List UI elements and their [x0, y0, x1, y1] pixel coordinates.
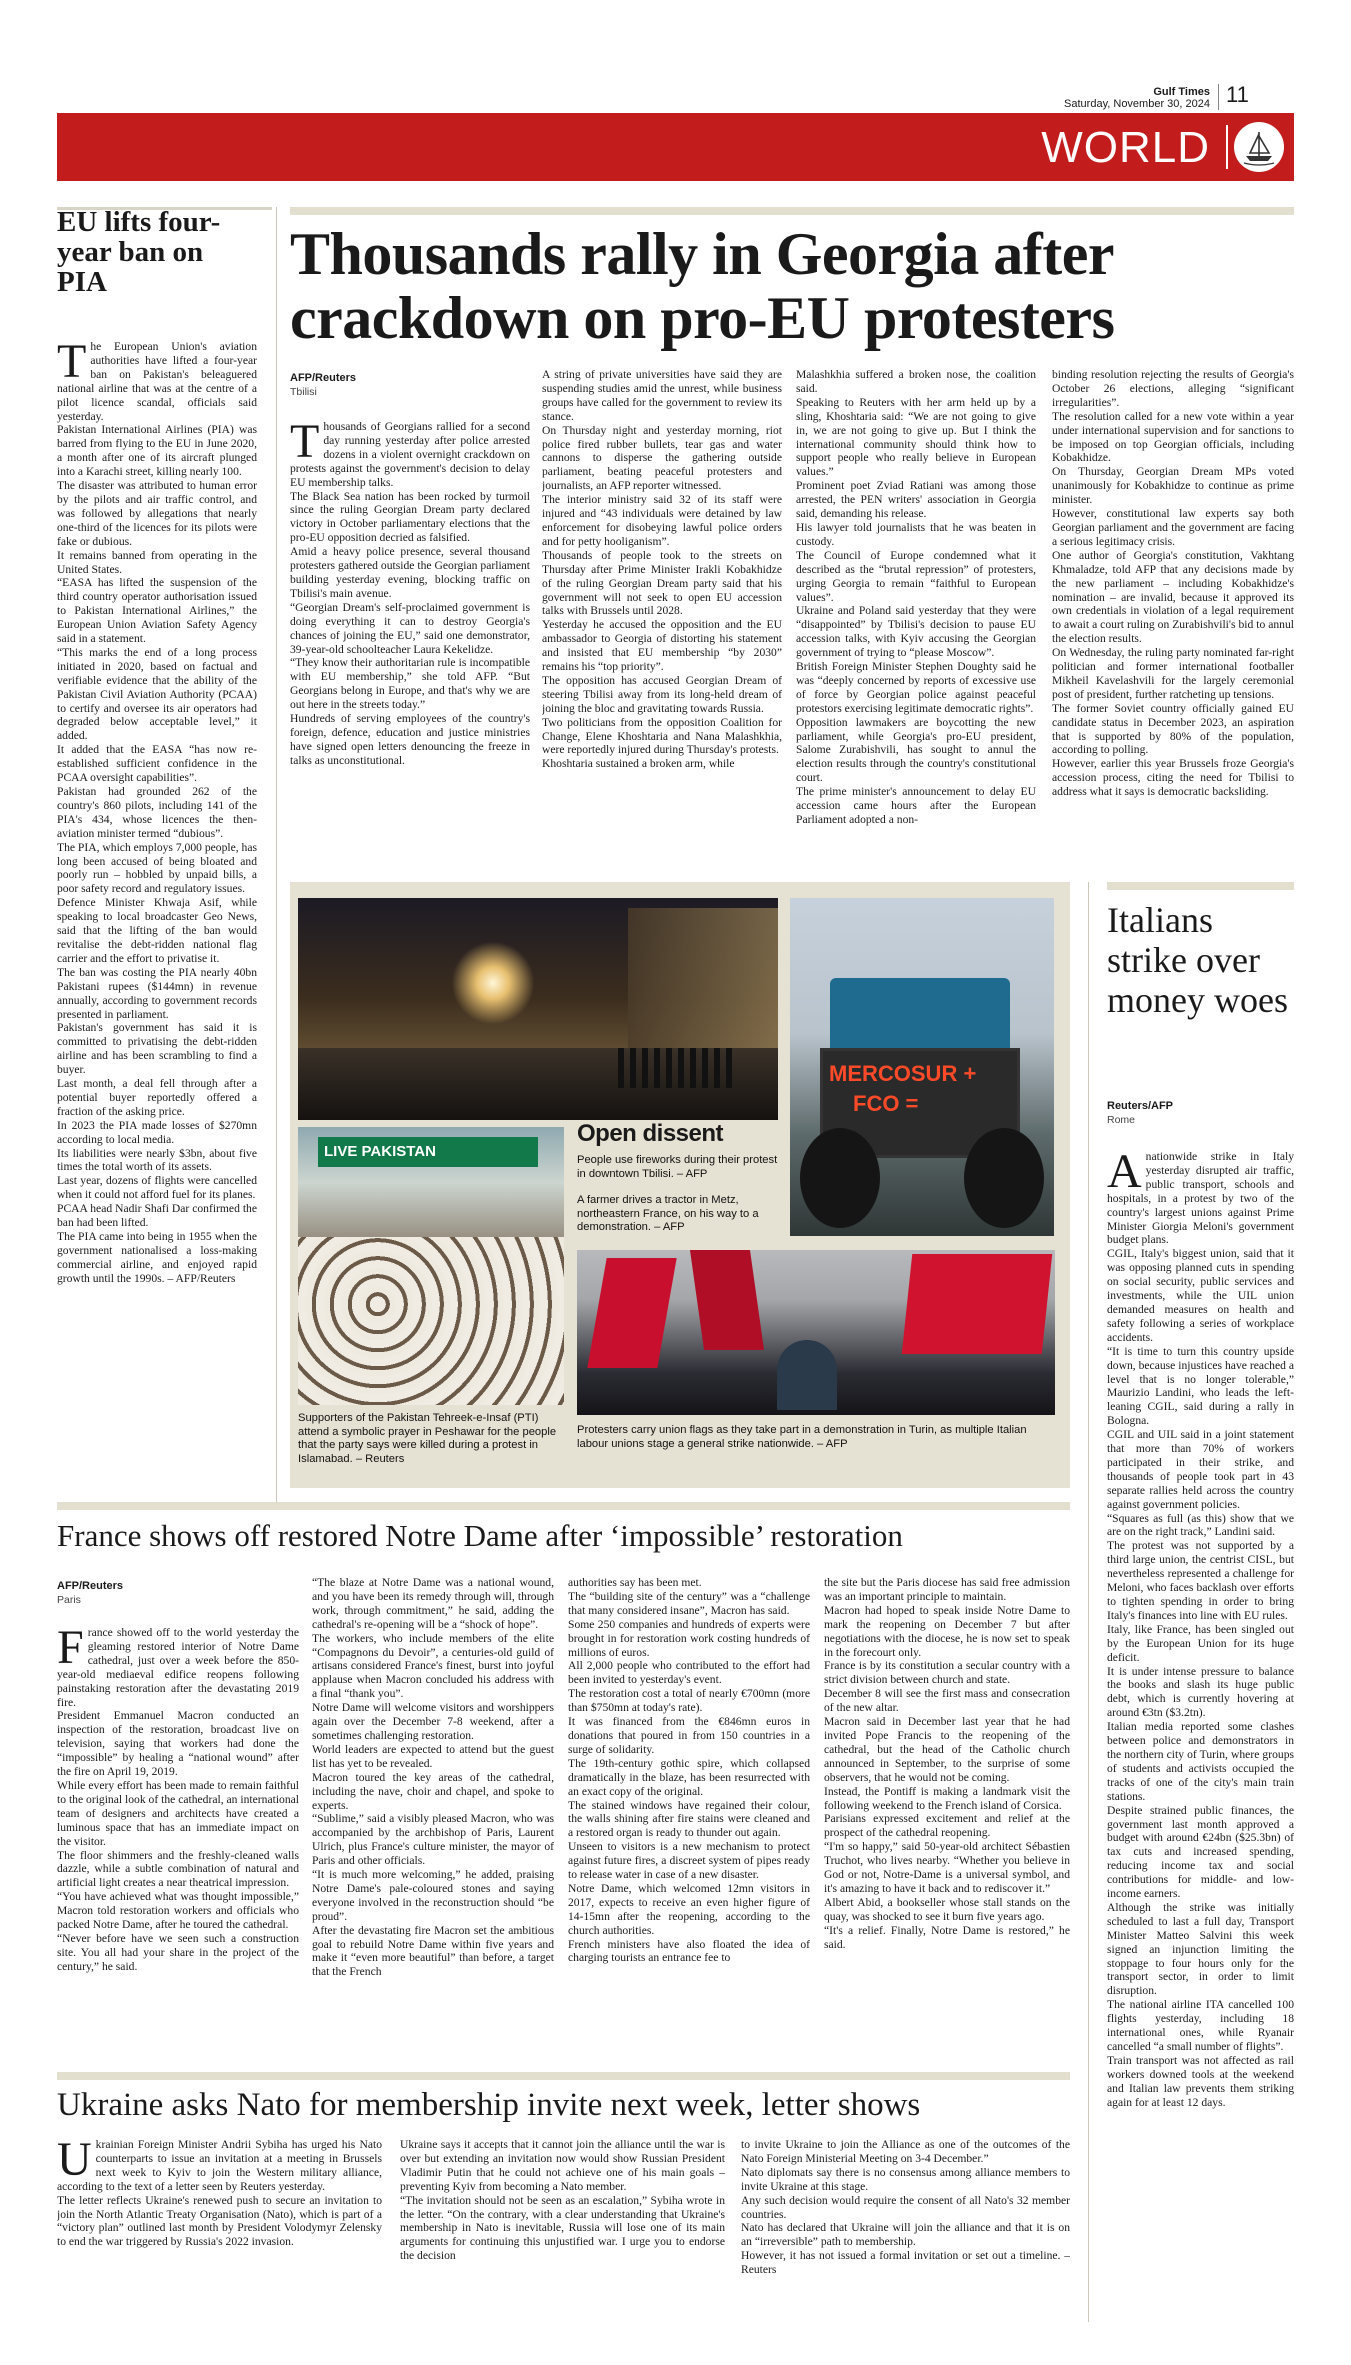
notre-dame-paragraph: All 2,000 people who contributed to the effort had been invited to yesterday's event.	[568, 1659, 810, 1687]
ukraine-paragraph: to invite Ukraine to join the Alliance as one of the outcomes of the Nato Foreign Ministerial Meeting on 3-4 December.”	[741, 2138, 1070, 2165]
notre-dame-paragraph: The restoration cost a total of nearly €700mn (more than $750mn at today's rate).	[568, 1687, 810, 1715]
caption-pti: Supporters of the Pakistan Tehreek-e-Insaf (PTI) attend a symbolic prayer in Peshawar for the people that the party says were killed during a protest in Islamabad. – Reuters	[298, 1412, 557, 1465]
georgia-paragraph: A string of private universities have said they are suspending studies amid the unrest, while business groups have called for the government to review its stance.	[542, 368, 782, 423]
georgia-paragraph: British Foreign Minister Stephen Doughty said he was “deeply concerned by reports of excessive use of force by Georgian police against peaceful protestors exercising legitimate democratic rights”.	[796, 660, 1036, 715]
notre-dame-paragraph: Macron said in December last year that he had invited Pope Francis to the reopening of the cathedral, but the head of the Catholic church announced in September, to the surprise of some observers, that he would not be coming.	[824, 1715, 1070, 1784]
georgia-paragraph: The prime minister's announcement to delay EU accession came hours after the European Parliament adopted a non-	[796, 785, 1036, 826]
ukraine-paragraph: Nato has declared that Ukraine will join the alliance and that it is on an “irreversible” path to membership.	[741, 2221, 1070, 2249]
notre-dame-paragraph: the site but the Paris diocese has said free admission was an important principle to maintain.	[824, 1576, 1070, 1603]
italy-paragraph: Anationwide strike in Italy yesterday disrupted air traffic, public transport, schools and hospitals, in a protest by two of the country's largest unions against Prime Minister Giorgia Meloni's government budget plans.	[1107, 1150, 1294, 1247]
georgia-paragraph: His lawyer told journalists that he was beaten in custody.	[796, 520, 1036, 548]
georgia-paragraph: However, earlier this year Brussels froze Georgia's accession process, citing the need for Tbilisi to address what it says is democratic backsliding.	[1052, 757, 1294, 799]
georgia-byline: AFP/Reuters	[290, 372, 357, 384]
italy-paragraph: “Squares as full (as this) show that we are on the right track,” Landini said.	[1107, 1511, 1294, 1539]
italy-headline: Italians strike over money woes	[1107, 900, 1288, 1020]
notre-dame-paragraph: After the devastating fire Macron set the ambitious goal to rebuild Notre Dame within five years and make it “even more beautiful” than before, a target that the French	[312, 1923, 554, 1979]
pia-paragraph: Last year, dozens of flights were cancelled when it could not afford fuel for its planes.	[57, 1174, 257, 1202]
pia-paragraph: In 2023 the PIA made losses of $270mn according to local media.	[57, 1118, 257, 1146]
georgia-paragraph: Speaking to Reuters with her arm held up by a sling, Khoshtaria said: “We are not going to give in, we are not going to give up. But I think the international community should think how to support people who really believe in European values.”	[796, 395, 1036, 479]
pia-paragraph: The ban was costing the PIA nearly 40bn Pakistani rupees ($144mn) in revenue annually, according to government records presented in parliament.	[57, 965, 257, 1021]
notre-dame-paragraph: Some 250 companies and hundreds of experts were brought in for restoration work costing hundreds of millions of euros.	[568, 1617, 810, 1659]
italy-paragraph: Italian media reported some clashes between police and demonstrators in the northern city of Turin, where groups of students and activists occupied the tracks of one of the city's main train stations.	[1107, 1720, 1294, 1803]
georgia-paragraph: binding resolution rejecting the results of Georgia's October 26 elections, alleging “significant irregularities”.	[1052, 368, 1294, 409]
georgia-paragraph: “Georgian Dream's self-proclaimed government is doing everything it can to destroy Georgia's chances of joining the EU,” said one demonstrator, 39-year-old schoolteacher Laura Kekelidze.	[290, 600, 530, 656]
turin-flags-photo	[577, 1250, 1055, 1415]
italy-paragraph: Italy, like France, has been singled out by the European Union for its huge deficit.	[1107, 1622, 1294, 1664]
notre-dame-paragraph: “I'm so happy,” said 50-year-old architect Sébastien Truchot, who lives nearby. “Whether you believe in God or not, Notre-Dame is a universal symbol, and it's amazing to have it back and to rediscover it.”	[824, 1840, 1070, 1895]
italy-paragraph: It is under intense pressure to balance the books and slash its huge public debt, which is currently hovering at around €3tn ($3.2tn).	[1107, 1664, 1294, 1720]
georgia-paragraph: Thousands of people took to the streets on Thursday after Prime Minister Irakli Kobakhidze of the ruling Georgian Dream party said that his government will not seek to open EU accession talks with Brussels until 2028.	[542, 548, 782, 618]
georgia-col-2	[542, 368, 782, 870]
ukraine-paragraph: Nato diplomats say there is no consensus among alliance members to invite Ukraine at this stage.	[741, 2165, 1070, 2193]
georgia-paragraph: Amid a heavy police presence, several thousand protesters gathered outside the Georgian parliament building yesterday evening, blocking traffic on Tbilisi's main avenue.	[290, 545, 530, 600]
caption-fireworks: People use fireworks during their protest in downtown Tbilisi. – AFP	[577, 1154, 778, 1180]
pia-paragraph: Pakistan had grounded 262 of the country's 860 pilots, including 141 of the PIA's 434, whose licences the then-aviation minister termed “dubious”.	[57, 785, 257, 840]
italy-paragraph: The national airline ITA cancelled 100 flights yesterday, including 18 international ones, while Ryanair cancelled “a small number of flights”.	[1107, 1998, 1294, 2053]
notre-dame-col-4	[824, 1576, 1070, 2036]
georgia-paragraph: Yesterday he accused the opposition and the EU ambassador to Georgia of distorting his statement and insisted that EU membership “by 2030” remains his “top priority”.	[542, 618, 782, 674]
notre-dame-paragraph: Albert Abid, a bookseller whose stall stands on the quay, was shocked to see it burn five years ago.	[824, 1895, 1070, 1923]
ukraine-paragraph: Any such decision would require the consent of all Nato's 32 member countries.	[741, 2193, 1070, 2221]
georgia-paragraph: On Thursday night and yesterday morning, riot police fired rubber bullets, tear gas and water cannons to disperse the gathering outside parliament, beating peaceful protesters and journalists, an AFP reporter witnessed.	[542, 423, 782, 493]
notre-dame-col-3	[568, 1576, 810, 2036]
notre-dame-paragraph: authorities say has been met.	[568, 1576, 702, 1589]
notre-dame-paragraph: France showed off to the world yesterday the gleaming restored interior of Notre Dame cathedral, just over a week before the 850-year-old mediaeval edifice reopens following painstaking restoration after the devastating 2019 fire.	[57, 1626, 299, 1709]
georgia-paragraph: However, constitutional law experts say both Georgian parliament and the government are facing a serious legitimacy crisis.	[1052, 507, 1294, 548]
notre-dame-paragraph: The 19th-century gothic spire, which collapsed dramatically in the blaze, has been resurrected with an exact copy of the original.	[568, 1756, 810, 1798]
notre-dame-paragraph: December 8 will see the first mass and consecration of the new altar.	[824, 1687, 1070, 1715]
italy-paragraph: CGIL and UIL said in a joint statement that more than 70% of workers participated in their strike, and thousands of people took part in 43 separate rallies held across the country against government policies.	[1107, 1428, 1294, 1511]
dhow-logo-icon	[1234, 122, 1284, 172]
tractor-photo	[790, 898, 1054, 1236]
ukraine-paragraph: Ukraine says it accepts that it cannot join the alliance until the war is over but extending an invitation now would show Russian President Vladimir Putin that he could not achieve one of his main goals – preventing Kyiv from becoming a Nato member.	[400, 2138, 725, 2193]
tractor-sign-line-1: MERCOSUR +	[829, 1061, 977, 1086]
notre-dame-dateline: Paris	[57, 1594, 81, 1606]
section-banner	[57, 113, 1294, 181]
notre-dame-paragraph: Instead, the Pontiff is making a landmark visit the following weekend to the French island of Corsica.	[824, 1784, 1070, 1812]
ukraine-paragraph: Ukrainian Foreign Minister Andrii Sybiha has urged his Nato counterparts to issue an invitation at a meeting in Brussels next week to Kyiv to join the Western military alliance, according to the text of a letter seen by Reuters yesterday.	[57, 2138, 382, 2193]
notre-dame-paragraph: Parisians expressed excitement and relief at the prospect of the cathedral reopening.	[824, 1812, 1070, 1840]
pia-paragraph: Its liabilities were nearly $3bn, about five times the total worth of its assets.	[57, 1146, 257, 1174]
notre-dame-paragraph: The workers, who include members of the elite “Compagnons du Devoir”, a centuries-old guild of artisans considered France's finest, burst into joyful applause when Macron concluded his address with a final “thank you”.	[312, 1631, 554, 1701]
georgia-paragraph: The resolution called for a new vote within a year under international supervision and for sanctions to be imposed on top Georgian officials, including Kobakhidze.	[1052, 409, 1294, 465]
pia-paragraph: The PIA came into being in 1955 when the government nationalised a loss-making commercial airline, and enjoyed rapid growth until the 1990s. – AFP/Reuters	[57, 1230, 257, 1285]
georgia-paragraph: The interior ministry said 32 of its staff were injured and “43 individuals were detained by law enforcement for disobeying lawful police orders and for petty hooliganism”.	[542, 493, 782, 548]
issue-date: Saturday, November 30, 2024	[1064, 98, 1210, 110]
georgia-paragraph: Thousands of Georgians rallied for a second day running yesterday after police arrested dozens in a violent overnight crackdown on protests against the government's decision to delay EU membership talks.	[290, 420, 530, 489]
pia-paragraph: The disaster was attributed to human error by the pilots and air traffic control, and was followed by allegations that nearly one-third of the licences for its pilots were fake or dubious.	[57, 479, 257, 548]
notre-dame-col-1	[57, 1626, 299, 2036]
georgia-paragraph: The opposition has accused Georgian Dream of steering Tbilisi away from its long-held dream of joining the bloc and gravitating towards Russia.	[542, 673, 782, 715]
notre-dame-paragraph: Unseen to visitors is a new mechanism to protect against future fires, a discreet system of pipes ready to release water in case of a new disaster.	[568, 1840, 810, 1882]
notre-dame-paragraph: Macron had hoped to speak inside Notre Dame to mark the reopening on December 7 but after negotiations with the diocese, he is now set to speak in the forecourt only.	[824, 1603, 1070, 1659]
georgia-paragraph: Opposition lawmakers are boycotting the new parliament, while Georgia's pro-EU president, Salome Zurabishvili, has sought to annul the election results through the country's constitutional court.	[796, 715, 1036, 785]
georgia-paragraph: On Wednesday, the ruling party nominated far-right politician and former international footballer Mikheil Kavelashvili for the largely ceremonial post of president, further ratcheting up tensions.	[1052, 646, 1294, 701]
georgia-paragraph: On Thursday, Georgian Dream MPs voted unanimously for Kobakhidze to continue as prime minister.	[1052, 465, 1294, 507]
notre-dame-paragraph: President Emmanuel Macron conducted an inspection of the restoration, broadcast live on television, saying that workers had done the “impossible” by healing a “national wound” after the fire on April 19, 2019.	[57, 1709, 299, 1779]
notre-dame-paragraph: While every effort has been made to remain faithful to the original look of the cathedral, an international team of designers and architects have created a luminous space that has an immediate impact on the visitor.	[57, 1778, 299, 1848]
pia-paragraph: Pakistan International Airlines (PIA) was barred from flying to the EU in June 2020, a month after one of its aircraft plunged into a Karachi street, killing nearly 100.	[57, 423, 257, 479]
georgia-headline: Thousands rally in Georgia after crackdown on pro-EU protesters	[290, 221, 1115, 351]
italy-paragraph: “It is time to turn this country upside down, because injustices have reached a level that is no longer tolerable,” Maurizio Landini, who leads the left-leaning CGIL, said during a rally in Bologna.	[1107, 1344, 1294, 1428]
georgia-paragraph: Hundreds of serving employees of the country's foreign, defence, education and justice ministries have signed open letters denouncing the freeze in talks as unconstitutional.	[290, 712, 530, 767]
notre-dame-paragraph: Notre Dame will welcome visitors and worshippers again over the December 7-8 weekend, after a sometimes challenging restoration.	[312, 1701, 554, 1742]
notre-dame-headline: France shows off restored Notre Dame after ‘impossible’ restoration	[57, 1518, 903, 1553]
pia-paragraph: “EASA has lifted the suspension of the third country operator authorisation issued to Pakistan International Airlines,” the European Union Aviation Safety Agency said in a statement.	[57, 576, 257, 646]
italy-paragraph: Train transport was not affected as rail workers downed tools at the weekend and Italian law prevents them striking again for at least 12 days.	[1107, 2053, 1294, 2109]
notre-dame-col-2	[312, 1576, 554, 2036]
georgia-paragraph: One author of Georgia's constitution, Vakhtang Khmaladze, told AFP that any decisions made by the new parliament – including Kobakhidze's nomination – are invalid, because it approved its own credentials in violation of a legal requirement to await a court ruling on Zurabishvili's bid to annul the election results.	[1052, 548, 1294, 646]
pia-paragraph: Defence Minister Khwaja Asif, while speaking to local broadcaster Geo News, said that the lifting of the ban would revitalise the debt-ridden national flag carrier and the effort to privatise it.	[57, 896, 257, 965]
fireworks-photo	[298, 898, 778, 1120]
georgia-paragraph: Ukraine and Poland said yesterday that they were “disappointed” by Tbilisi's decision to pause EU accession talks, with Kyiv accusing the Georgian government of trying to “please Moscow”.	[796, 604, 1036, 660]
notre-dame-paragraph: It was financed from the €846mn euros in donations that poured in from 150 countries in a surge of solidarity.	[568, 1715, 810, 1756]
notre-dame-paragraph: “It's a relief. Finally, Notre Dame is restored,” he said.	[824, 1923, 1070, 1951]
notre-dame-paragraph: “Sublime,” said a visibly pleased Macron, who was accompanied by the archbishop of Paris, Laurent Ulrich, plus France's culture minister, the mayor of Paris and other officials.	[312, 1812, 554, 1868]
italy-paragraph: Despite strained public finances, the government last month approved a budget with around €24bn ($25.3bn) of tax cuts and increased spending, reducing income tax and social contributions for middle- and low-income earners.	[1107, 1803, 1294, 1901]
notre-dame-paragraph: “Never before have we seen such a construction site. You all had your share in the project of the century,” he said.	[57, 1931, 299, 1973]
notre-dame-paragraph: French ministers have also floated the idea of charging tourists an entrance fee to	[568, 1937, 810, 1965]
tractor-sign-line-2: FCO =	[853, 1091, 919, 1116]
notre-dame-paragraph: Macron toured the key areas of the cathedral, including the nave, choir and chapel, and spoke to experts.	[312, 1770, 554, 1812]
georgia-paragraph: Two politicians from the opposition Coalition for Change, Elene Khoshtaria and Nana Malashkhia, were reportedly injured during Thursday's protests.	[542, 715, 782, 757]
georgia-col-1	[290, 420, 530, 870]
paper-name: Gulf Times	[1153, 86, 1210, 98]
pia-paragraph: The European Union's aviation authorities have lifted a four-year ban on Pakistan's beleaguered national airline that was at the centre of a pilot licence scandal, officials said yesterday.	[57, 340, 257, 423]
notre-dame-paragraph: “The blaze at Notre Dame was a national wound, and you have been its remedy through will, through work, through commitment,” he said, adding the cathedral's re-opening will be a “shock of hope”.	[312, 1576, 554, 1631]
banner-text: LIVE PAKISTAN	[324, 1143, 436, 1160]
italy-paragraph: CGIL, Italy's biggest union, said that it was opposing planned cuts in spending on social security, public services and investments, while the UIL union demanded measures on health and safety following a series of workplace accidents.	[1107, 1247, 1294, 1344]
pia-paragraph: PCAA head Nadir Shafi Dar confirmed the ban had been lifted.	[57, 1202, 257, 1230]
ukraine-paragraph: However, it has not issued a formal invitation or set out a timeline. – Reuters	[741, 2249, 1070, 2277]
notre-dame-paragraph: “You have achieved what was thought impossible,” Macron told restoration workers and officials who packed Notre Dame, after he toured the cathedral.	[57, 1890, 299, 1932]
ukraine-col-3	[741, 2138, 1070, 2338]
ukraine-paragraph: The letter reflects Ukraine's renewed push to secure an invitation to join the North Atlantic Treaty Organisation (Nato), which is part of a “victory plan” outlined last month by President Volodymyr Zelensky to end the war triggered by Russia's 2022 invasion.	[57, 2193, 382, 2249]
georgia-paragraph: The Council of Europe condemned what it described as the “brutal repression” of protesters, urging Georgia to remain “faithful to European values”.	[796, 548, 1036, 604]
notre-dame-paragraph: France is by its constitution a secular country with a strict division between church and state.	[824, 1659, 1070, 1687]
italy-paragraph: The protest was not supported by a third large union, the centrist CISL, but nevertheless represented a challenge for Meloni, who faces backlash over efforts to tighten spending in order to bring Italy's finances into line with EU rules.	[1107, 1539, 1294, 1622]
ukraine-col-2	[400, 2138, 725, 2338]
georgia-paragraph: The former Soviet country officially gained EU candidate status in December 2023, an aspiration that is supported by 80% of the population, according to polling.	[1052, 701, 1294, 757]
caption-turin: Protesters carry union flags as they take part in a demonstration in Turin, as multiple Italian labour unions stage a general strike nationwide. – AFP	[577, 1424, 1027, 1450]
italy-dateline: Rome	[1107, 1114, 1136, 1126]
pia-paragraph: It remains banned from operating in the United States.	[57, 548, 257, 576]
pia-paragraph: “This marks the end of a long process initiated in 2020, based on factual and verifiable evidence that the ability of the Pakistan Civil Aviation Authority (PCAA) to certify and oversee its air operators had degraded below acceptable level,” it added.	[57, 645, 257, 743]
pia-paragraph: It added that the EASA “has now re-established sufficient confidence in the PCAA oversight capabilities”.	[57, 743, 257, 785]
ukraine-paragraph: “The invitation should not be seen as an escalation,” Sybiha wrote in the letter. “On the contrary, with a clear understanding that Ukraine's membership in Nato is inevitable, Russia will lose one of its main arguments for continuing this unjustified war. I urge you to endorse the decision	[400, 2193, 725, 2263]
georgia-paragraph: The Black Sea nation has been rocked by turmoil since the ruling Georgian Dream party declared victory in October parliamentary elections that the pro-EU opposition decried as falsified.	[290, 489, 530, 545]
pia-article	[57, 340, 257, 1490]
ukraine-col-1	[57, 2138, 382, 2338]
notre-dame-paragraph: The “building site of the century” was a “challenge that many considered insane”, Macron has said.	[568, 1589, 810, 1617]
pia-headline: EU lifts four-year ban on PIA	[57, 206, 221, 298]
georgia-paragraph: Prominent poet Zviad Ratiani was among those arrested, the PEN writers' association in Georgia said, demanding his release.	[796, 479, 1036, 521]
pia-paragraph: Last month, a deal fell through after a potential buyer reportedly offered a fraction of the asking price.	[57, 1077, 257, 1118]
notre-dame-byline: AFP/Reuters	[57, 1580, 124, 1592]
georgia-paragraph: Malashkhia suffered a broken nose, the coalition said.	[796, 368, 1036, 395]
caption-tractor: A farmer drives a tractor in Metz, northeastern France, on his way to a demonstration. – AFP	[577, 1194, 759, 1234]
italy-byline: Reuters/AFP	[1107, 1100, 1174, 1112]
notre-dame-paragraph: World leaders are expected to attend but the guest list has yet to be revealed.	[312, 1742, 554, 1770]
italy-paragraph: Although the strike was initially scheduled to last a full day, Transport Minister Matteo Salvini this week signed an injunction limiting the stoppage to four hours only for the transport sector, in order to limit disruption.	[1107, 1900, 1294, 1998]
pia-paragraph: Pakistan's government has said it is committed to privatising the debt-ridden airline and has been scrambling to find a buyer.	[57, 1021, 257, 1077]
georgia-col-4	[1052, 368, 1294, 870]
pti-prayer-photo	[298, 1127, 564, 1405]
photo-title: Open dissent	[577, 1120, 724, 1147]
georgia-dateline: Tbilisi	[290, 386, 317, 398]
ukraine-headline: Ukraine asks Nato for membership invite next week, letter shows	[57, 2087, 921, 2123]
notre-dame-paragraph: Notre Dame, which welcomed 12mn visitors in 2017, expects to receive an even higher figure of 14-15mn after the reopening, according to the church authorities.	[568, 1881, 810, 1937]
notre-dame-paragraph: The stained windows have regained their colour, the walls shining after fire stains were cleaned and a restored organ is ready to thunder out again.	[568, 1798, 810, 1840]
section-title: WORLD	[1041, 123, 1210, 172]
page-number: 11	[1226, 82, 1249, 107]
pia-paragraph: The PIA, which employs 7,000 people, has long been accused of being bloated and poorly run – hobbled by unpaid bills, a poor safety record and regulatory issues.	[57, 840, 257, 896]
notre-dame-paragraph: The floor shimmers and the freshly-cleaned walls dazzle, while a subtle combination of natural and artificial light creates a near theatrical impression.	[57, 1848, 299, 1890]
italy-article	[1107, 1150, 1294, 2340]
georgia-col-3	[796, 368, 1036, 870]
georgia-paragraph: “They know their authoritarian rule is incompatible with EU membership,” she told AFP. “But Georgians belong in Europe, and that's why we are out here in the streets today.”	[290, 656, 530, 712]
georgia-paragraph: Khoshtaria sustained a broken arm, while	[542, 757, 735, 771]
notre-dame-paragraph: “It is much more welcoming,” he added, praising Notre Dame's pale-coloured stones and saying everyone involved in the reconstruction should “be proud”.	[312, 1868, 554, 1923]
